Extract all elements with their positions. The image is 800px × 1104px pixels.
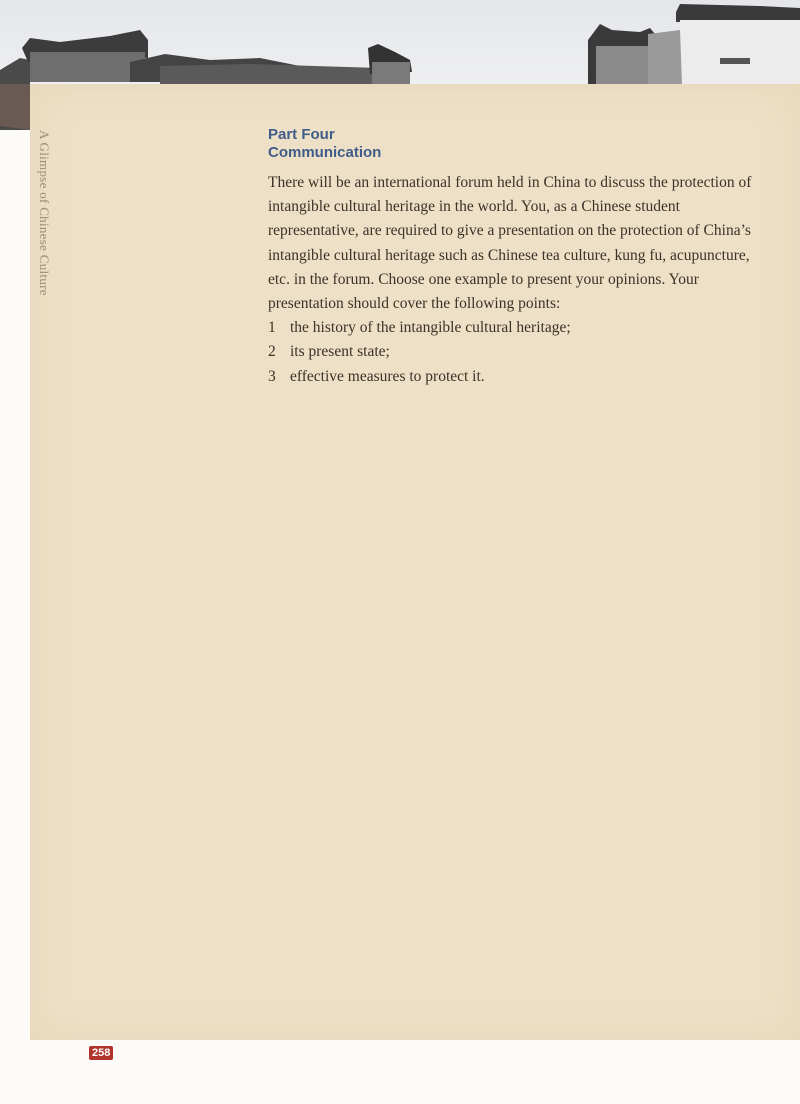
point-list [268,316,758,389]
list-item [268,365,758,389]
point-text: the history of the intangible cultural heritage; [290,319,571,337]
book-side-label [30,130,62,320]
body-paragraph: There will be an international forum held in China to discuss the protection of intangible cultural heritage in the world. You, as a Chinese student representative, are required to give a presentation on the protection of China’s intangible cultural heritage such as Chinese tea culture, kung fu, acupuncture, etc. in the forum. Choose one example to present your opinions. Your presentation should cover the following points: [268,174,752,313]
section-title: Part Four [268,126,335,143]
page-number-badge: 258 [89,1046,113,1060]
side-label-text: A Glimpse of Chinese Culture [37,130,52,296]
point-number: 2 [268,343,276,361]
list-item [268,340,758,364]
point-text: its present state; [290,343,390,361]
list-item [268,316,758,340]
page-content [268,126,758,389]
point-text: effective measures to protect it. [290,367,485,385]
point-number: 3 [268,367,276,385]
point-number: 1 [268,319,276,337]
section-subtitle: Communication [268,144,382,161]
